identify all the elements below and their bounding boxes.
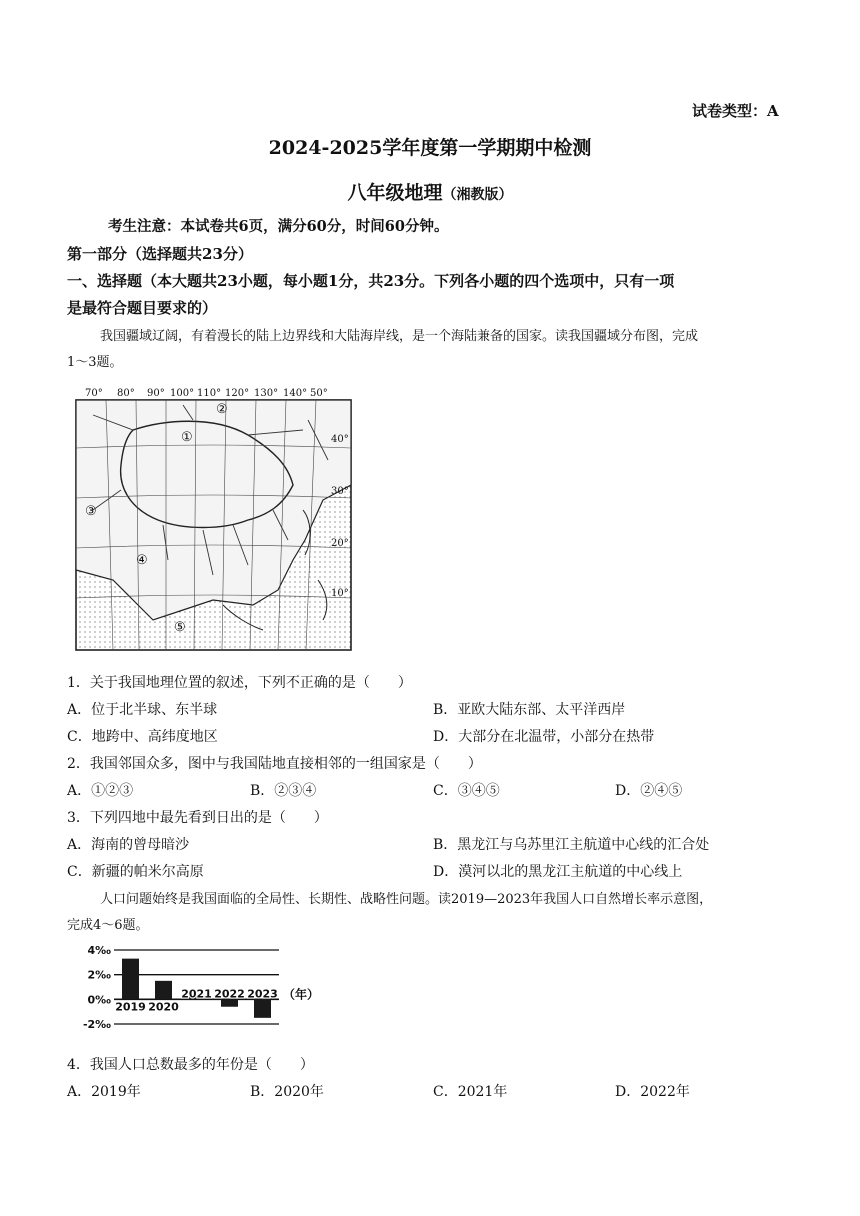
question-3-stem: 3．下列四地中最先看到日出的是（ ）	[67, 810, 328, 826]
question-1-option-b: B．亚欧大陆东部、太平洋西岸	[433, 702, 626, 718]
passage2-line2: 完成4～6题。	[67, 918, 149, 933]
lon-label: 100°	[170, 388, 195, 399]
question-2-option-d: D．②④⑤	[615, 783, 683, 799]
marker-2: ②	[216, 402, 228, 417]
lat-label: 40°	[331, 434, 349, 445]
passage1-line2: 1～3题。	[67, 355, 123, 370]
x-tick-label: 2020	[148, 1000, 179, 1014]
population-growth-chart	[74, 942, 344, 1034]
china-territory-map	[73, 390, 358, 652]
exam-title: 2024-2025学年度第一学期期中检测	[268, 137, 592, 159]
question-1-option-d: D．大部分在北温带，小部分在热带	[433, 729, 655, 745]
bar	[254, 999, 271, 1018]
chart-svg	[74, 942, 344, 1034]
map-svg	[73, 390, 358, 652]
lon-label: 80°	[117, 388, 135, 399]
edition-label: （湘教版）	[442, 187, 513, 203]
y-tick-label: 4‰	[87, 944, 111, 957]
lon-label: 140°	[283, 388, 308, 399]
section-heading: 第一部分（选择题共23分）	[67, 245, 253, 263]
question-2-option-a: A．①②③	[67, 783, 134, 799]
marker-5: ⑤	[174, 620, 186, 635]
x-tick-label: 2019	[115, 1000, 146, 1014]
bar	[155, 981, 172, 1000]
question-1-stem: 1．关于我国地理位置的叙述，下列不正确的是（ ）	[67, 675, 412, 691]
section-instruction-1: 一、选择题（本大题共23小题，每小题1分，共23分。下列各小题的四个选项中，只有一项	[67, 272, 675, 290]
question-4-option-a: A．2019年	[67, 1084, 141, 1100]
lon-label: 120°	[225, 388, 250, 399]
y-tick-label: -2‰	[82, 1018, 111, 1031]
lon-label: 110°	[197, 388, 222, 399]
x-unit-label: （年）	[283, 987, 320, 1002]
lat-label: 10°	[331, 588, 349, 599]
question-3-option-b: B．黑龙江与乌苏里江主航道中心线的汇合处	[433, 837, 710, 853]
lon-label: 130°	[254, 388, 279, 399]
marker-4: ④	[136, 553, 148, 568]
section-instruction-2: 是最符合题目要求的）	[67, 299, 218, 317]
paper-type: 试卷类型：A	[692, 102, 779, 120]
question-4-option-b: B．2020年	[250, 1084, 324, 1100]
question-3-option-c: C．新疆的帕米尔高原	[67, 864, 204, 880]
lon-label: 90°	[147, 388, 165, 399]
x-tick-label: 2022	[214, 987, 245, 1001]
bar	[122, 959, 139, 1000]
passage1-line1: 我国疆域辽阔，有着漫长的陆上边界线和大陆海岸线，是一个海陆兼备的国家。读我国疆域分布图，完成	[100, 329, 699, 344]
passage2-line1: 人口问题始终是我国面临的全局性、长期性、战略性问题。读2019—2023年我国人口自然增长率示意图，	[100, 892, 713, 907]
lon-label: 50°	[310, 388, 328, 399]
exam-notice: 考生注意：本试卷共6页，满分60分，时间60分钟。	[108, 218, 449, 235]
y-tick-label: 0‰	[87, 993, 111, 1007]
question-4-option-c: C．2021年	[433, 1084, 508, 1100]
question-1-option-c: C．地跨中、高纬度地区	[67, 729, 218, 745]
question-3-option-a: A．海南的曾母暗沙	[67, 837, 190, 853]
question-2-stem: 2．我国邻国众多，图中与我国陆地直接相邻的一组国家是（ ）	[67, 756, 482, 772]
question-2-option-c: C．③④⑤	[433, 783, 500, 799]
lat-label: 30°	[331, 486, 349, 497]
question-3-option-d: D．漠河以北的黑龙江主航道的中心线上	[433, 864, 683, 880]
y-tick-label: 2‰	[87, 968, 111, 982]
bar	[221, 999, 238, 1006]
exam-subtitle	[0, 178, 860, 205]
question-2-option-b: B．②③④	[250, 783, 317, 799]
x-tick-label: 2023	[247, 987, 278, 1001]
lon-label: 70°	[85, 388, 103, 399]
marker-3: ③	[85, 504, 97, 519]
lat-label: 20°	[331, 538, 349, 549]
question-4-stem: 4．我国人口总数最多的年份是（ ）	[67, 1057, 314, 1073]
question-4-option-d: D．2022年	[615, 1084, 690, 1100]
question-1-option-a: A．位于北半球、东半球	[67, 702, 218, 718]
x-tick-label: 2021	[181, 987, 212, 1001]
marker-1: ①	[181, 430, 193, 445]
subject-label: 八年级地理	[347, 182, 443, 204]
